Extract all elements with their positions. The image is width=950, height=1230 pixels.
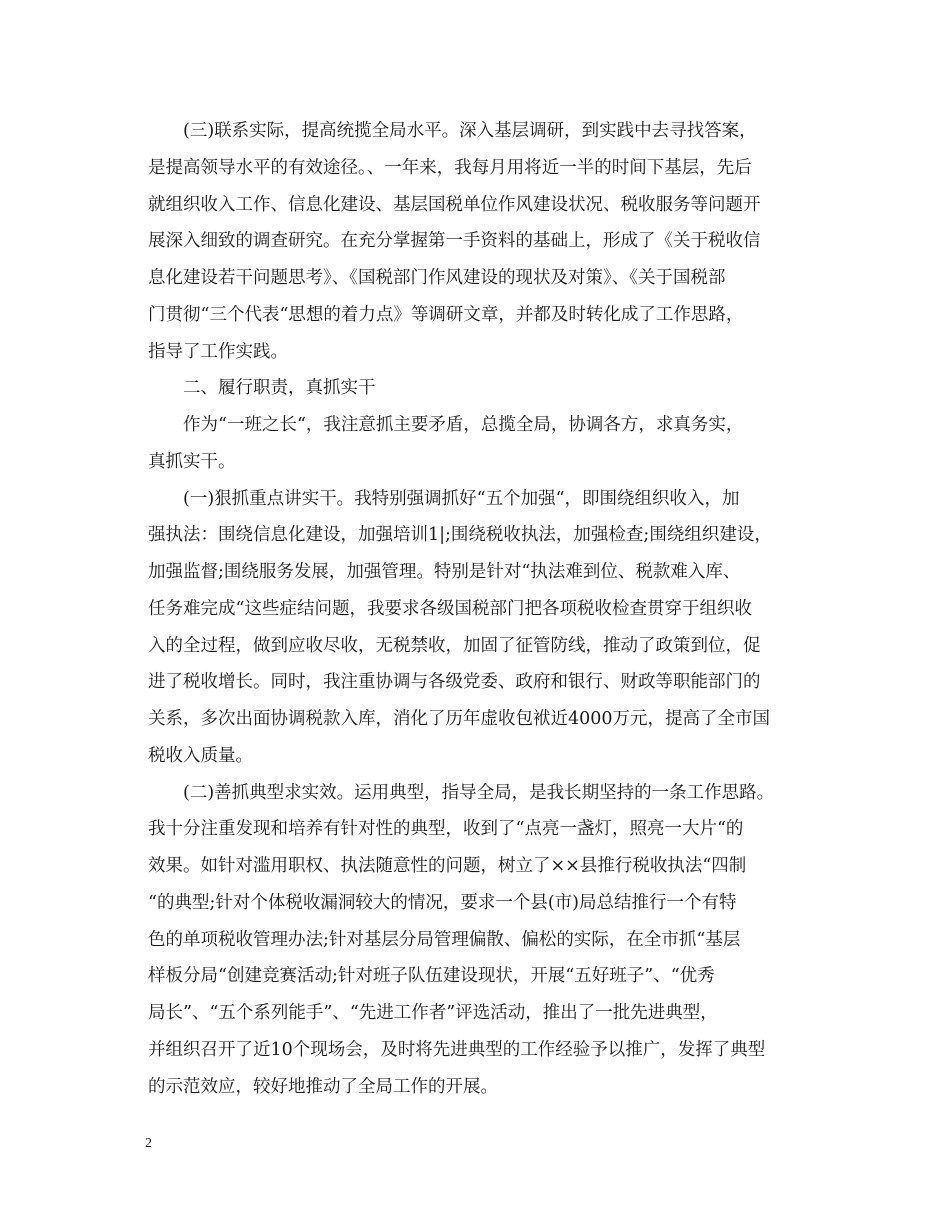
paragraph-line: 局长”、“五个系列能手”、“先进工作者”评选活动，推出了一批先进典型， (148, 1003, 718, 1023)
paragraph-line: (三)联系实际，提高统揽全局水平。深入基层调研，到实践中去寻找答案， (183, 121, 757, 141)
paragraph-line: 加强监督;围绕服务发展，加强管理。特别是针对“执法难到位、税款难入库、 (148, 562, 741, 582)
paragraph-line: 是提高领导水平的有效途径。、一年来，我每月用将近一半的时间下基层，先后 (148, 157, 752, 178)
paragraph-line: 任务难完成“这些症结问题，我要求各级国税部门把各项税收检查贯穿于组织收 (148, 598, 752, 619)
document-body (148, 113, 808, 1105)
paragraph-line: 我十分注重发现和培养有针对性的典型，收到了“点亮一盏灯，照亮一大片“的 (148, 819, 744, 840)
paragraph-line: 税收入质量。 (148, 745, 253, 766)
paragraph-line: (二)善抓典型求实效。运用典型，指导全局，是我长期坚持的一条工作思路。 (183, 782, 775, 803)
paragraph-line: 息化建设若干问题思考》、《国税部门作风建设的现状及对策》、《关于国税部 (148, 268, 726, 288)
paragraph-line: “的典型;针对个体税收漏洞较大的情况，要求一个县(市)局总结推行一个有特 (148, 892, 737, 913)
paragraph-line: 门贯彻“三个代表“思想的着力点》等调研文章，并都及时转化成了工作思路， (148, 304, 744, 325)
paragraph-line: 就组织收入工作、信息化建设、基层国税单位作风建设状况、税收服务等问题开 (148, 194, 761, 215)
paragraph-line: 指导了工作实践。 (148, 341, 288, 362)
paragraph-line: 真抓实干。 (148, 451, 236, 472)
paragraph-line: 样板分局“创建竞赛活动;针对班子队伍建设现状，开展“五好班子”、“优秀 (148, 966, 715, 987)
paragraph-line: 进了税收增长。同时，我注重协调与各级党委、政府和银行、财政等职能部门的 (148, 672, 761, 693)
paragraph-line: 关系，多次出面协调税款入库，消化了历年虚收包袱近4000万元，提高了全市国 (148, 709, 771, 729)
paragraph-line: (一)狠抓重点讲实干。我特别强调抓好“五个加强“，即围绕组织收入，加 (183, 488, 740, 509)
page-number: 2 (145, 1136, 152, 1151)
paragraph-line: 效果。如针对滥用职权、执法随意性的问题，树立了××县推行税收执法“四制 (148, 856, 747, 876)
paragraph-line: 入的全过程，做到应收尽收，无税禁收，加固了征管防线，推动了政策到位，促 (148, 635, 761, 656)
paragraph-line: 作为“一班之长“，我注意抓主要矛盾，总揽全局，协调各方，求真务实， (183, 415, 744, 435)
paragraph-line: 并组织召开了近10个现场会，及时将先进典型的工作经验予以推广，发挥了典型 (148, 1039, 766, 1060)
paragraph-line: 色的单项税收管理办法;针对基层分局管理偏散、偏松的实际，在全市抓“基层 (148, 929, 741, 950)
paragraph-line: 的示范效应，较好地推动了全局工作的开展。 (148, 1076, 498, 1097)
paragraph-line: 展深入细致的调查研究。在充分掌握第一手资料的基础上，形成了《关于税收信 (148, 231, 761, 252)
section-heading: 二、履行职责，真抓实干 (183, 378, 376, 399)
paragraph-line: 强执法：围绕信息化建设，加强培训1|;围绕税收执法，加强检查;围绕组织建设， (148, 525, 772, 546)
